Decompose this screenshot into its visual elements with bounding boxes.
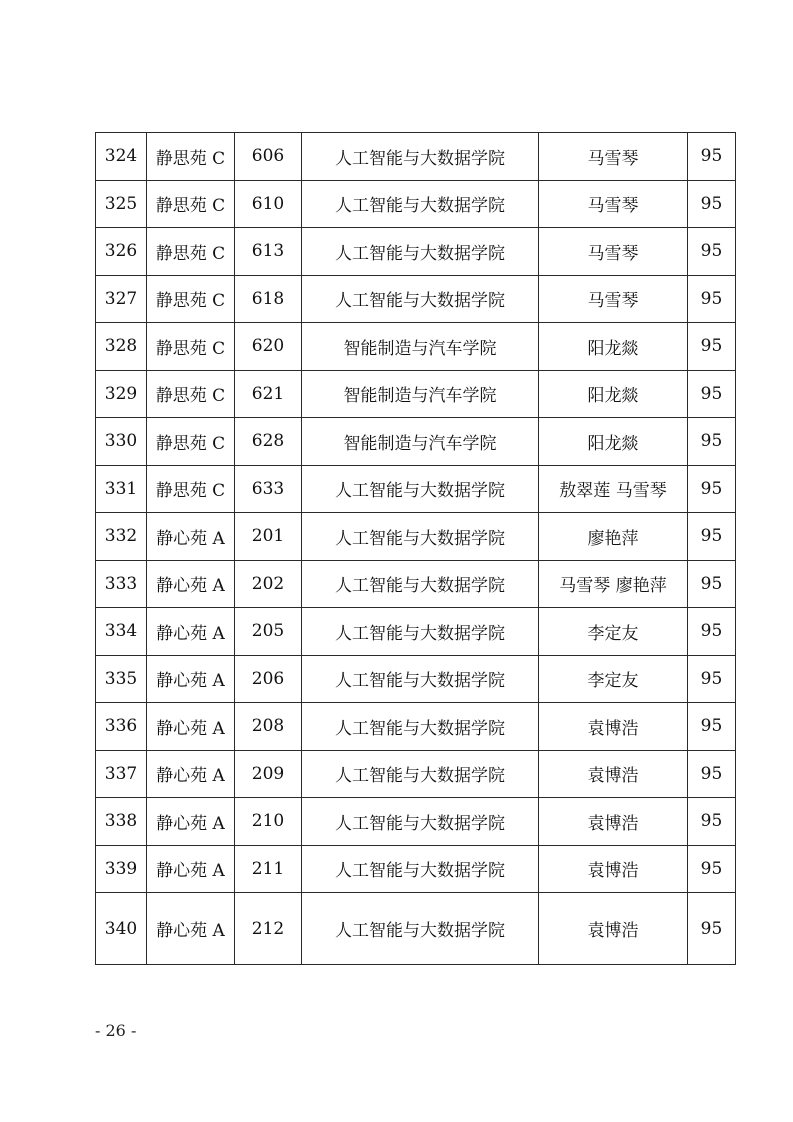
building-cell: 静思苑 C	[147, 133, 235, 181]
college-cell: 人工智能与大数据学院	[302, 655, 539, 703]
building-cell: 静思苑 C	[147, 465, 235, 513]
teacher-cell: 阳龙燚	[539, 370, 688, 418]
table-row	[96, 513, 736, 561]
table-body	[96, 133, 736, 965]
college-cell: 人工智能与大数据学院	[302, 750, 539, 798]
room-number-cell: 212	[235, 893, 302, 965]
room-number-cell: 621	[235, 370, 302, 418]
row-number-cell: 334	[96, 608, 147, 656]
teacher-cell: 敖翠莲 马雪琴	[539, 465, 688, 513]
table-row	[96, 418, 736, 466]
table-row	[96, 750, 736, 798]
table-row	[96, 180, 736, 228]
score-cell: 95	[688, 750, 736, 798]
row-number-cell: 324	[96, 133, 147, 181]
row-number-cell: 326	[96, 228, 147, 276]
room-number-cell: 628	[235, 418, 302, 466]
teacher-cell: 马雪琴	[539, 180, 688, 228]
room-number-cell: 613	[235, 228, 302, 276]
room-number-cell: 610	[235, 180, 302, 228]
college-cell: 人工智能与大数据学院	[302, 845, 539, 893]
row-number-cell: 338	[96, 798, 147, 846]
row-number-cell: 333	[96, 560, 147, 608]
row-number-cell: 330	[96, 418, 147, 466]
building-cell: 静心苑 A	[147, 750, 235, 798]
table-row	[96, 465, 736, 513]
table-row	[96, 323, 736, 371]
college-cell: 人工智能与大数据学院	[302, 703, 539, 751]
teacher-cell: 廖艳萍	[539, 513, 688, 561]
score-cell: 95	[688, 560, 736, 608]
score-cell: 95	[688, 323, 736, 371]
college-cell: 智能制造与汽车学院	[302, 418, 539, 466]
building-cell: 静思苑 C	[147, 275, 235, 323]
score-cell: 95	[688, 418, 736, 466]
college-cell: 人工智能与大数据学院	[302, 465, 539, 513]
score-cell: 95	[688, 845, 736, 893]
teacher-cell: 袁博浩	[539, 845, 688, 893]
building-cell: 静思苑 C	[147, 180, 235, 228]
row-number-cell: 336	[96, 703, 147, 751]
teacher-cell: 袁博浩	[539, 703, 688, 751]
college-cell: 人工智能与大数据学院	[302, 228, 539, 276]
score-cell: 95	[688, 133, 736, 181]
teacher-cell: 阳龙燚	[539, 418, 688, 466]
row-number-cell: 340	[96, 893, 147, 965]
teacher-cell: 李定友	[539, 608, 688, 656]
row-number-cell: 331	[96, 465, 147, 513]
teacher-cell: 马雪琴	[539, 228, 688, 276]
table-row	[96, 228, 736, 276]
score-cell: 95	[688, 180, 736, 228]
teacher-cell: 李定友	[539, 655, 688, 703]
score-cell: 95	[688, 513, 736, 561]
teacher-cell: 阳龙燚	[539, 323, 688, 371]
score-cell: 95	[688, 655, 736, 703]
row-number-cell: 339	[96, 845, 147, 893]
room-number-cell: 606	[235, 133, 302, 181]
dormitory-score-table	[95, 132, 736, 965]
table-row	[96, 608, 736, 656]
room-number-cell: 633	[235, 465, 302, 513]
building-cell: 静心苑 A	[147, 560, 235, 608]
college-cell: 人工智能与大数据学院	[302, 798, 539, 846]
building-cell: 静心苑 A	[147, 608, 235, 656]
building-cell: 静思苑 C	[147, 323, 235, 371]
room-number-cell: 620	[235, 323, 302, 371]
score-cell: 95	[688, 465, 736, 513]
college-cell: 人工智能与大数据学院	[302, 275, 539, 323]
teacher-cell: 袁博浩	[539, 798, 688, 846]
score-cell: 95	[688, 893, 736, 965]
row-number-cell: 327	[96, 275, 147, 323]
building-cell: 静心苑 A	[147, 893, 235, 965]
room-number-cell: 210	[235, 798, 302, 846]
college-cell: 人工智能与大数据学院	[302, 608, 539, 656]
room-number-cell: 202	[235, 560, 302, 608]
room-number-cell: 205	[235, 608, 302, 656]
college-cell: 人工智能与大数据学院	[302, 560, 539, 608]
table-row	[96, 703, 736, 751]
score-cell: 95	[688, 275, 736, 323]
row-number-cell: 332	[96, 513, 147, 561]
table-row	[96, 133, 736, 181]
table-row	[96, 655, 736, 703]
teacher-cell: 马雪琴 廖艳萍	[539, 560, 688, 608]
table-row	[96, 893, 736, 965]
score-cell: 95	[688, 228, 736, 276]
table-row	[96, 845, 736, 893]
college-cell: 人工智能与大数据学院	[302, 893, 539, 965]
row-number-cell: 337	[96, 750, 147, 798]
building-cell: 静思苑 C	[147, 370, 235, 418]
college-cell: 人工智能与大数据学院	[302, 513, 539, 561]
row-number-cell: 325	[96, 180, 147, 228]
score-cell: 95	[688, 703, 736, 751]
building-cell: 静心苑 A	[147, 798, 235, 846]
building-cell: 静心苑 A	[147, 703, 235, 751]
table-row	[96, 370, 736, 418]
building-cell: 静思苑 C	[147, 418, 235, 466]
score-cell: 95	[688, 798, 736, 846]
college-cell: 智能制造与汽车学院	[302, 323, 539, 371]
table-row	[96, 560, 736, 608]
building-cell: 静心苑 A	[147, 845, 235, 893]
building-cell: 静心苑 A	[147, 655, 235, 703]
row-number-cell: 328	[96, 323, 147, 371]
college-cell: 智能制造与汽车学院	[302, 370, 539, 418]
teacher-cell: 马雪琴	[539, 133, 688, 181]
teacher-cell: 袁博浩	[539, 750, 688, 798]
table-row	[96, 275, 736, 323]
teacher-cell: 袁博浩	[539, 893, 688, 965]
room-number-cell: 201	[235, 513, 302, 561]
row-number-cell: 335	[96, 655, 147, 703]
row-number-cell: 329	[96, 370, 147, 418]
building-cell: 静思苑 C	[147, 228, 235, 276]
score-cell: 95	[688, 370, 736, 418]
room-number-cell: 208	[235, 703, 302, 751]
teacher-cell: 马雪琴	[539, 275, 688, 323]
room-number-cell: 211	[235, 845, 302, 893]
room-number-cell: 209	[235, 750, 302, 798]
college-cell: 人工智能与大数据学院	[302, 180, 539, 228]
score-cell: 95	[688, 608, 736, 656]
table-row	[96, 798, 736, 846]
building-cell: 静心苑 A	[147, 513, 235, 561]
college-cell: 人工智能与大数据学院	[302, 133, 539, 181]
room-number-cell: 206	[235, 655, 302, 703]
room-number-cell: 618	[235, 275, 302, 323]
page-number: - 26 -	[95, 1021, 137, 1040]
